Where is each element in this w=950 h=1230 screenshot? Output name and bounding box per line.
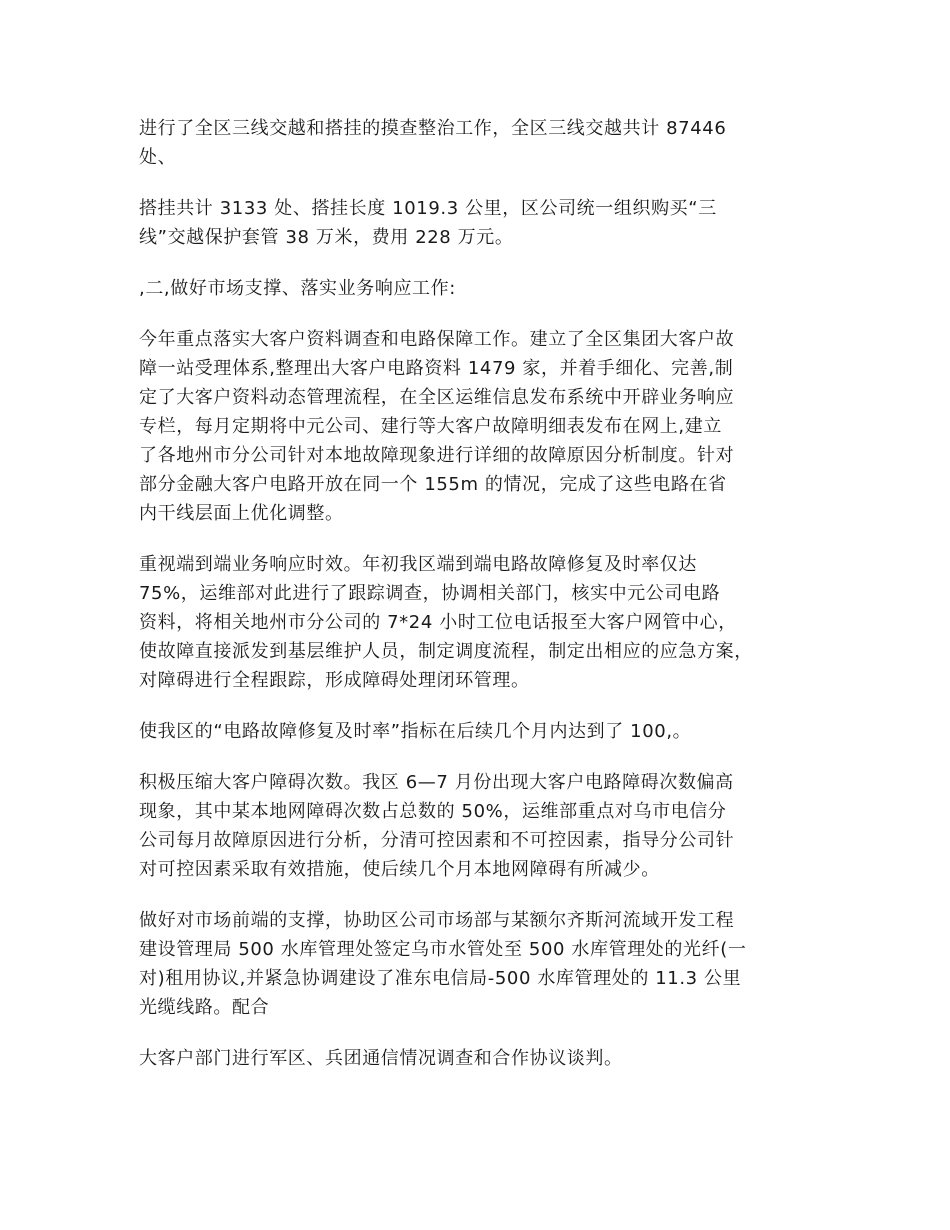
text-line: 对障碍进行全程跟踪，形成障碍处理闭环管理。 <box>139 670 530 691</box>
text-line: 专栏，每月定期将中元公司、建行等大客户故障明细表发布在网上,建立 <box>139 416 722 437</box>
text-line: 了各地州市分公司针对本地故障现象进行详细的故障原因分析制度。针对 <box>139 445 735 466</box>
text-line: 积极压缩大客户障碍次数。我区 6—7 月份出现大客户电路障碍次数偏高 <box>139 772 734 793</box>
text-line: 建设管理局 500 水库管理处签定乌市水管处至 500 水库管理处的光纤(一 <box>139 939 747 960</box>
text-line: 搭挂共计 3133 处、搭挂长度 1019.3 公里，区公司统一组织购买“三 <box>139 198 717 219</box>
text-line: ,二,做好市场支撑、落实业务响应工作: <box>139 278 456 299</box>
text-line: 处、 <box>139 147 177 168</box>
text-line: 进行了全区三线交越和搭挂的摸查整治工作，全区三线交越共计 87446 <box>139 118 727 139</box>
text-line: 大客户部门进行军区、兵团通信情况调查和合作协议谈判。 <box>139 1048 623 1069</box>
text-line: 部分金融大客户电路开放在同一个 155m 的情况，完成了这些电路在省 <box>139 474 727 495</box>
paragraph-cross-line-survey <box>139 114 829 172</box>
paragraph-hanging-cables <box>139 194 829 252</box>
text-line: 内干线层面上优化调整。 <box>139 503 344 524</box>
text-line: 线”交越保护套管 38 万米，费用 228 万元。 <box>139 227 514 248</box>
section-heading-market-support <box>139 274 829 303</box>
text-line: 定了大客户资料动态管理流程，在全区运维信息发布系统中开辟业务响应 <box>139 387 735 408</box>
text-line: 光缆线路。配合 <box>139 997 270 1018</box>
text-line: 使故障直接派发到基层维护人员，制定调度流程，制定出相应的应急方案， <box>139 641 753 662</box>
paragraph-frontend-support <box>139 906 829 1022</box>
text-line: 现象，其中某本地网障碍次数占总数的 50%，运维部重点对乌市电信分 <box>139 801 727 822</box>
text-line: 资料，将相关地州市分公司的 7*24 小时工位电话报至大客户网管中心， <box>139 612 737 633</box>
paragraph-end-to-end-response <box>139 550 829 695</box>
text-line: 今年重点落实大客户资料调查和电路保障工作。建立了全区集团大客户故 <box>139 329 735 350</box>
paragraph-key-customers <box>139 325 829 528</box>
text-line: 75%，运维部对此进行了跟踪调查，协调相关部门，核实中元公司电路 <box>139 583 721 604</box>
text-line: 做好对市场前端的支撑，协助区公司市场部与某额尔齐斯河流域开发工程 <box>139 910 735 931</box>
paragraph-repair-rate <box>139 717 829 746</box>
text-line: 障一站受理体系,整理出大客户电路资料 1479 家，并着手细化、完善,制 <box>139 358 734 379</box>
text-line: 公司每月故障原因进行分析，分清可控因素和不可控因素，指导分公司针 <box>139 830 735 851</box>
document-body <box>139 114 829 1095</box>
text-line: 使我区的“电路故障修复及时率”指标在后续几个月内达到了 100,。 <box>139 721 692 742</box>
paragraph-military-cooperation <box>139 1044 829 1073</box>
text-line: 重视端到端业务响应时效。年初我区端到端电路故障修复及时率仅达 <box>139 554 697 575</box>
paragraph-reduce-failures <box>139 768 829 884</box>
text-line: 对)租用协议,并紧急协调建设了准东电信局-500 水库管理处的 11.3 公里 <box>139 968 742 989</box>
text-line: 对可控因素采取有效措施，使后续几个月本地网障碍有所减少。 <box>139 859 660 880</box>
